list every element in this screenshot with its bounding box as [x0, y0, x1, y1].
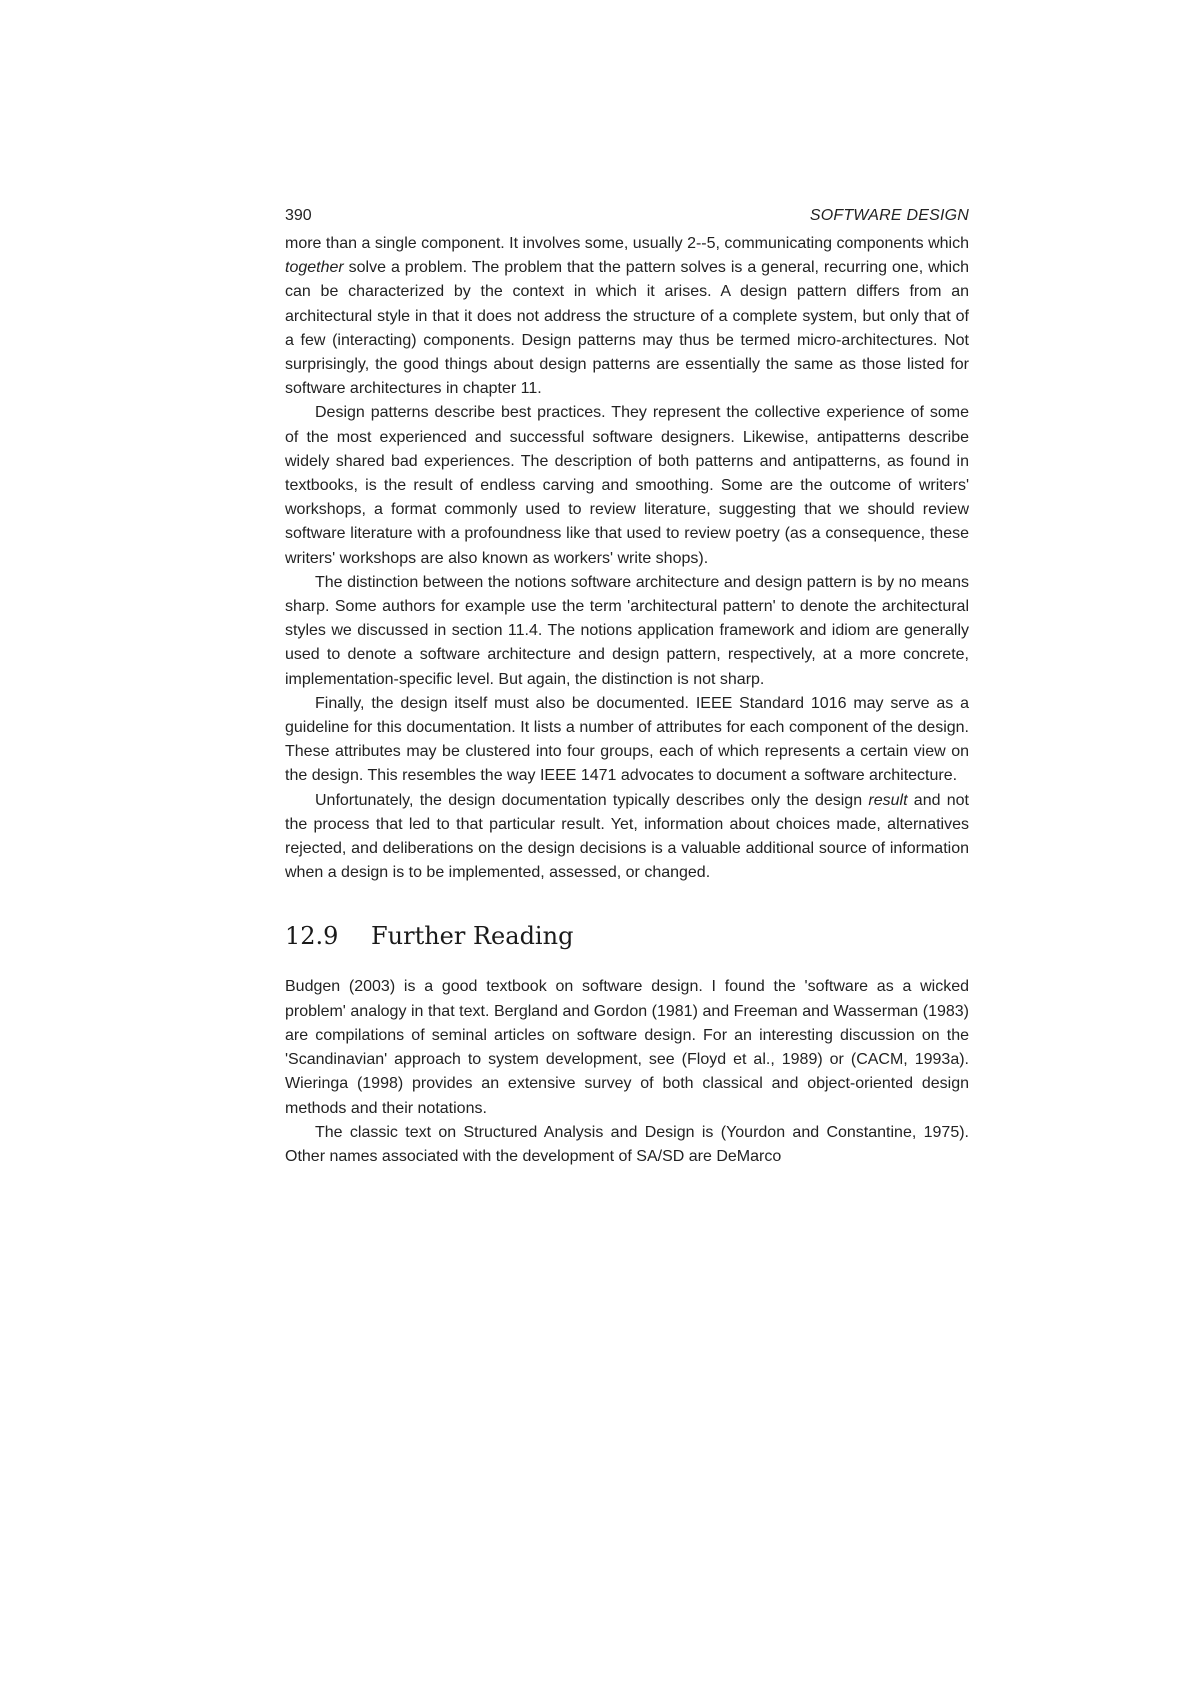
- emphasis-result: result: [868, 791, 908, 809]
- paragraph-documentation: Finally, the design itself must also be documented. IEEE Standard 1016 may serve as a guideline for this documentation. It lists a number of attributes for each component of the design. These attributes may be clustered into four groups, each of which represents a certain view on the design. This resembles the way IEEE 1471 advocates to document a software architecture.: [285, 694, 969, 785]
- paragraph-text: Unfortunately, the design documentation typically describes only the design: [315, 791, 869, 809]
- emphasis-together: together: [285, 259, 344, 277]
- section-number: 12.9: [285, 922, 339, 951]
- paragraph-text: and not the process that led to that particular result. Yet, information about choices made, alternatives rejected, and deliberations on the design decisions is a valuable additional source of information when a design is to be implemented, assessed, or changed.: [285, 791, 970, 882]
- paragraph-text: solve a problem. The problem that the pattern solves is a general, recurring one, which can be characterized by the context in which it arises. A design pattern differs from an architectural style in that it does not address the structure of a complete system, but only that of a few (interacting) components. Design patterns may thus be termed micro-architectures. Not surprisingly, the good things about design patterns are essentially the same as those listed for software architectures in chapter 11.: [285, 259, 969, 398]
- paragraph-design-patterns-intro: [285, 232, 969, 401]
- paragraph-structured-analysis: The classic text on Structured Analysis and Design is (Yourdon and Constantine, 1975). Other names associated with the development of SA/SD are DeMarco: [285, 1123, 969, 1165]
- paragraph-design-result: [285, 789, 969, 886]
- running-title: SOFTWARE DESIGN: [809, 207, 969, 224]
- paragraph-further-reading: Budgen (2003) is a good textbook on software design. I found the 'software as a wicked problem' analogy in that text. Bergland and Gordon (1981) and Freeman and Wasserman (1983) are compilations of seminal articles on software design. For an interesting discussion on the 'Scandinavian' approach to system development, see (Floyd et al., 1989) or (CACM, 1993a). Wieringa (1998) provides an extensive survey of both classical and object-oriented design methods and their notations.: [285, 978, 969, 1117]
- section-title: Further Reading: [371, 922, 574, 951]
- page-number: 390: [285, 207, 312, 224]
- book-page: [285, 204, 969, 1169]
- running-head: [285, 204, 969, 230]
- paragraph-text: more than a single component. It involves some, usually 2--5, communicating components which: [285, 235, 969, 252]
- section-heading: [285, 921, 969, 951]
- paragraph-best-practices: Design patterns describe best practices. They represent the collective experience of some of the most experienced and successful software designers. Likewise, antipatterns describe widely shared bad experiences. The description of both patterns and antipatterns, as found in textbooks, is the result of endless carving and smoothing. Some are the outcome of writers' workshops, a format commonly used to review literature, suggesting that we should review software literature with a profoundness like that used to review poetry (as a consequence, these writers' workshops are also known as workers' write shops).: [285, 404, 969, 567]
- paragraph-distinction: The distinction between the notions software architecture and design pattern is by no means sharp. Some authors for example use the term 'architectural pattern' to denote the architectural styles we discussed in section 11.4. The notions application framework and idiom are generally used to denote a software architecture and design pattern, respectively, at a more concrete, implementation-specific level. But again, the distinction is not sharp.: [285, 573, 969, 688]
